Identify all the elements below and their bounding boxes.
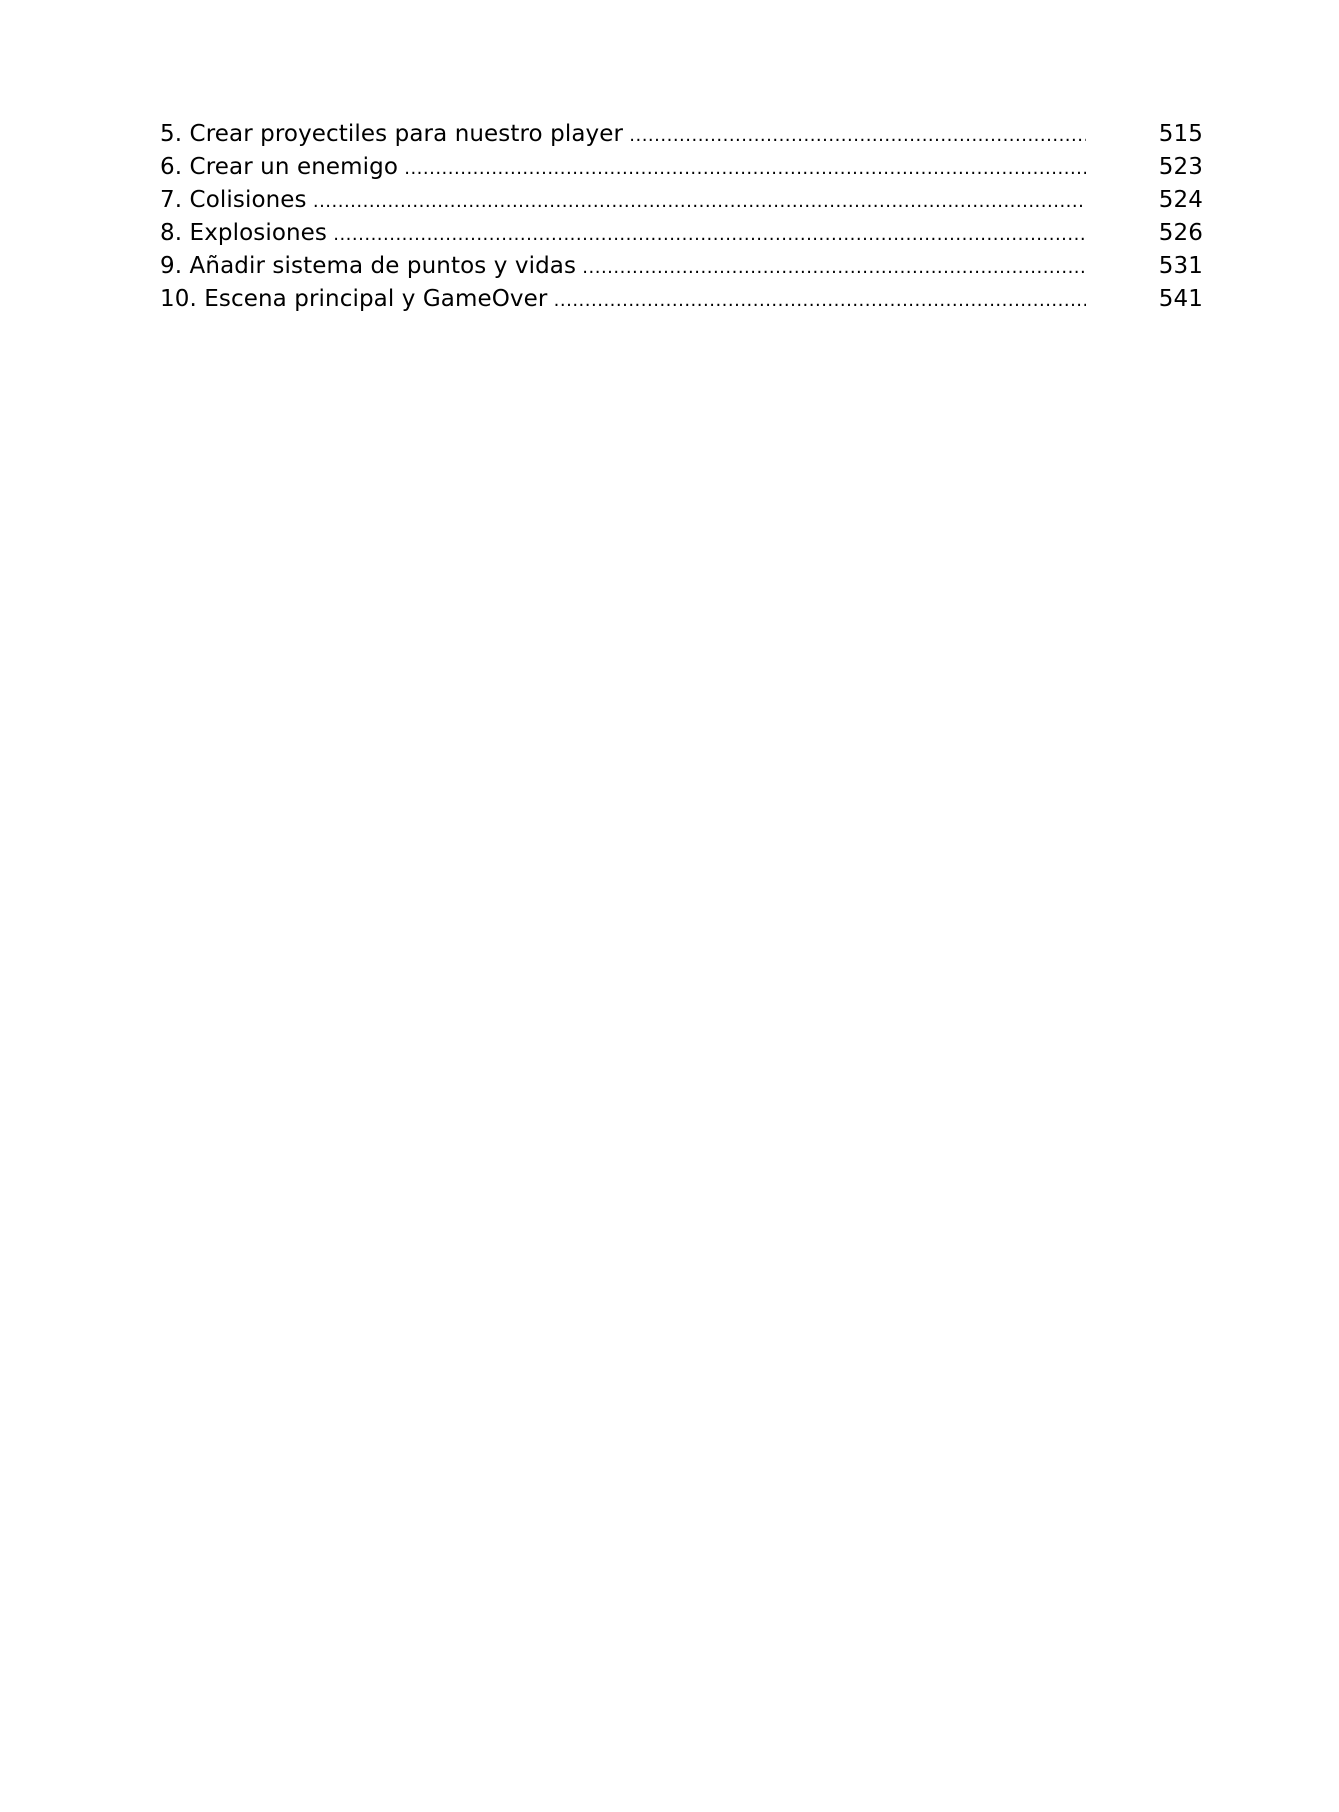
toc-entry-page-number: 526 bbox=[1158, 220, 1203, 246]
toc-entry-title: 6. Crear un enemigo bbox=[160, 154, 398, 180]
toc-entry-9[interactable] bbox=[160, 250, 1203, 283]
toc-entry-7[interactable] bbox=[160, 184, 1203, 217]
table-of-contents bbox=[160, 118, 1203, 316]
toc-entry-title-line bbox=[160, 118, 1086, 151]
toc-entry-title-line bbox=[160, 283, 1086, 316]
toc-entry-title: 10. Escena principal y GameOver bbox=[160, 286, 548, 312]
toc-entry-page-number: 523 bbox=[1158, 154, 1203, 180]
toc-entry-6[interactable] bbox=[160, 151, 1203, 184]
toc-entry-title-line bbox=[160, 151, 1086, 184]
toc-entry-title-line bbox=[160, 250, 1086, 283]
toc-entry-title: 9. Añadir sistema de puntos y vidas bbox=[160, 253, 577, 279]
toc-entry-8[interactable] bbox=[160, 217, 1203, 250]
toc-entry-title-line bbox=[160, 184, 1086, 217]
toc-entry-page-number: 515 bbox=[1158, 121, 1203, 147]
toc-entry-title-line bbox=[160, 217, 1086, 250]
toc-entry-10[interactable] bbox=[160, 283, 1203, 316]
toc-entry-title: 5. Crear proyectiles para nuestro player bbox=[160, 121, 624, 147]
toc-entry-title: 7. Colisiones bbox=[160, 187, 307, 213]
toc-entry-title: 8. Explosiones bbox=[160, 220, 328, 246]
toc-entry-page-number: 531 bbox=[1158, 253, 1203, 279]
toc-entry-page-number: 524 bbox=[1158, 187, 1203, 213]
toc-entry-page-number: 541 bbox=[1158, 286, 1203, 312]
toc-entry-5[interactable] bbox=[160, 118, 1203, 151]
